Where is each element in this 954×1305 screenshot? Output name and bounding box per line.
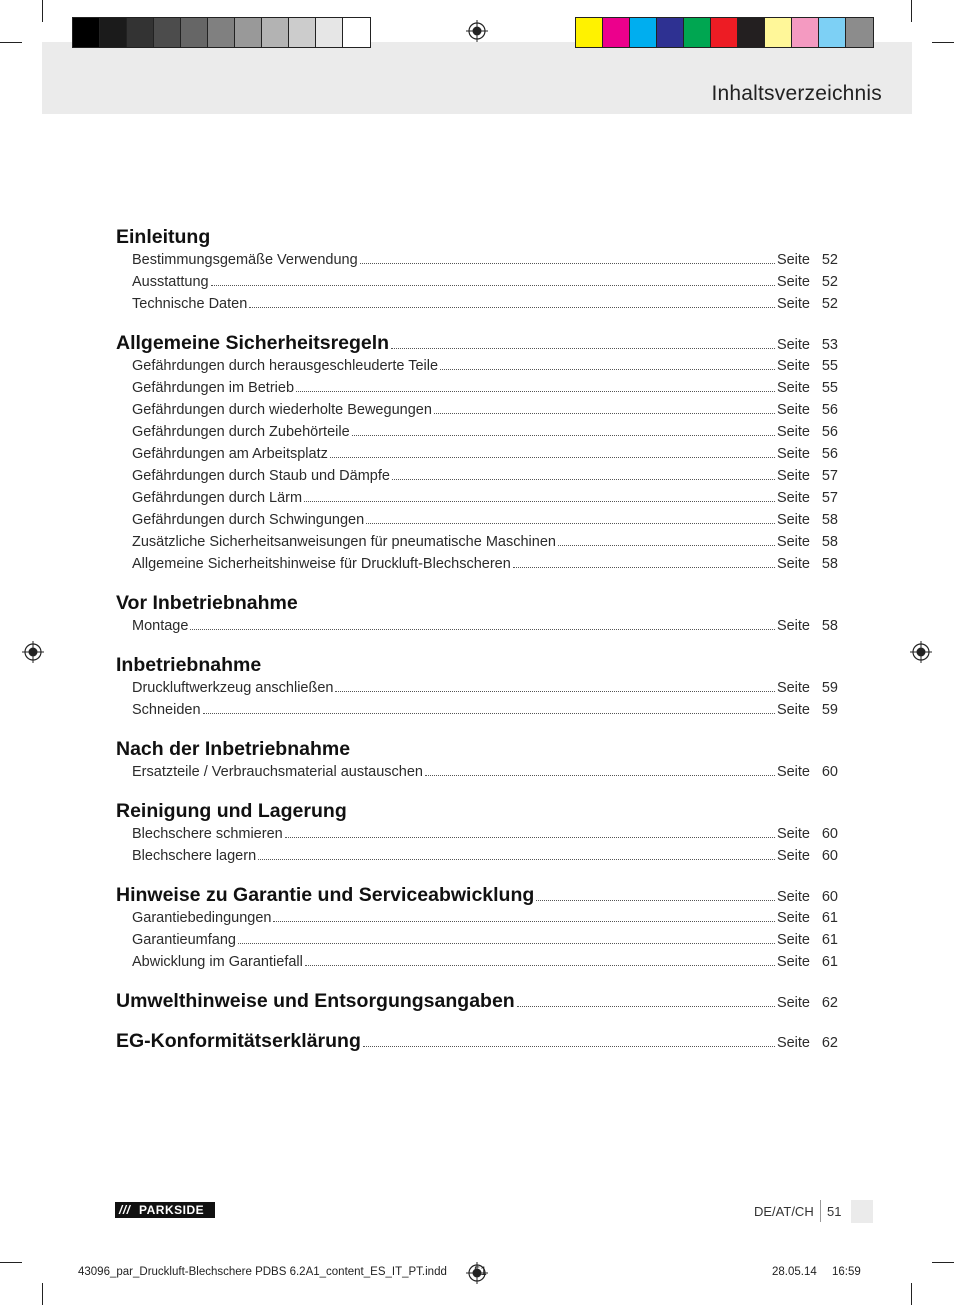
page-reference bbox=[777, 446, 838, 462]
crop-mark bbox=[911, 0, 912, 22]
page-prefix: Seite bbox=[776, 910, 810, 926]
page-reference bbox=[777, 995, 838, 1011]
page-number: 59 bbox=[821, 702, 838, 718]
footer-divider bbox=[820, 1200, 821, 1222]
gray-swatch bbox=[73, 18, 100, 47]
page-prefix: Seite bbox=[776, 490, 810, 506]
toc-entry-label: Garantiebedingungen bbox=[132, 910, 272, 926]
table-of-contents bbox=[116, 0, 838, 1305]
page-prefix: Seite bbox=[776, 764, 810, 780]
toc-entry-label: Gefährdungen durch Schwingungen bbox=[132, 512, 365, 528]
page-prefix: Seite bbox=[776, 380, 810, 396]
parkside-logo: /// PARKSIDE bbox=[115, 1202, 215, 1218]
page-number: 56 bbox=[821, 402, 838, 418]
page-number: 60 bbox=[821, 889, 838, 905]
file-slug: 43096_par_Druckluft-Blechschere PDBS 6.2A1_content_ES_IT_PT.indd bbox=[78, 1266, 447, 1278]
toc-entry-label: Blechschere schmieren bbox=[132, 826, 283, 842]
toc-section-heading: Allgemeine Sicherheitsregeln bbox=[116, 332, 390, 354]
dot-leader bbox=[296, 390, 775, 392]
dot-leader bbox=[330, 456, 775, 458]
crop-mark bbox=[0, 1262, 22, 1263]
page-reference bbox=[777, 954, 838, 970]
page-number: 51 bbox=[827, 1204, 842, 1219]
toc-entry[interactable] bbox=[132, 446, 838, 464]
dot-leader bbox=[249, 306, 775, 308]
toc-section-entry[interactable] bbox=[116, 884, 838, 908]
crop-mark bbox=[932, 42, 954, 43]
page-reference bbox=[777, 380, 838, 396]
page-reference bbox=[777, 424, 838, 440]
page-prefix: Seite bbox=[776, 889, 810, 905]
slug-page-number: 51 bbox=[474, 1266, 487, 1278]
toc-entry[interactable] bbox=[132, 252, 838, 270]
registration-mark-icon bbox=[910, 641, 932, 663]
page-reference bbox=[777, 889, 838, 905]
toc-entry[interactable] bbox=[132, 402, 838, 420]
toc-section-heading: Umwelthinweise und Entsorgungsangaben bbox=[116, 990, 515, 1012]
page-prefix: Seite bbox=[776, 252, 810, 268]
dot-leader bbox=[536, 899, 775, 901]
toc-entry[interactable] bbox=[132, 274, 838, 292]
dot-leader bbox=[304, 500, 775, 502]
page-reference bbox=[777, 252, 838, 268]
slug-date: 28.05.14 bbox=[772, 1266, 817, 1278]
page-reference bbox=[777, 618, 838, 634]
page-reference bbox=[777, 534, 838, 550]
toc-entry[interactable] bbox=[132, 534, 838, 552]
toc-entry[interactable] bbox=[132, 468, 838, 486]
page-prefix: Seite bbox=[776, 337, 810, 353]
page-number: 58 bbox=[821, 556, 838, 572]
page-reference bbox=[777, 702, 838, 718]
dot-leader bbox=[440, 368, 775, 370]
toc-section-heading: Hinweise zu Garantie und Serviceabwicklung bbox=[116, 884, 535, 906]
page-number: 62 bbox=[821, 1035, 838, 1051]
page-number: 56 bbox=[821, 424, 838, 440]
page-prefix: Seite bbox=[776, 932, 810, 948]
dot-leader bbox=[352, 434, 775, 436]
page-prefix: Seite bbox=[776, 358, 810, 374]
toc-entry-label: Druckluftwerkzeug anschließen bbox=[132, 680, 334, 696]
toc-entry[interactable] bbox=[132, 358, 838, 376]
dot-leader bbox=[425, 774, 775, 776]
dot-leader bbox=[203, 712, 775, 714]
crop-mark bbox=[42, 1283, 43, 1305]
crop-mark bbox=[42, 0, 43, 22]
toc-entry[interactable] bbox=[132, 618, 838, 636]
toc-entry[interactable] bbox=[132, 826, 838, 844]
page-number: 53 bbox=[821, 337, 838, 353]
slug-time: 16:59 bbox=[832, 1266, 861, 1278]
page-prefix: Seite bbox=[776, 296, 810, 312]
page-prefix: Seite bbox=[776, 424, 810, 440]
toc-entry-label: Gefährdungen durch Zubehörteile bbox=[132, 424, 350, 440]
toc-section-entry[interactable] bbox=[116, 1030, 838, 1054]
page-number: 58 bbox=[821, 512, 838, 528]
dot-leader bbox=[391, 347, 775, 349]
page-title: Inhaltsverzeichnis bbox=[711, 82, 882, 105]
page-number: 61 bbox=[821, 954, 838, 970]
toc-entry-label: Gefährdungen am Arbeitsplatz bbox=[132, 446, 328, 462]
page-prefix: Seite bbox=[776, 274, 810, 290]
page-reference bbox=[777, 848, 838, 864]
page-prefix: Seite bbox=[776, 1035, 810, 1051]
toc-entry-label: Montage bbox=[132, 618, 189, 634]
page-reference bbox=[777, 358, 838, 374]
page-prefix: Seite bbox=[776, 512, 810, 528]
page-number: 58 bbox=[821, 618, 838, 634]
page-number: 59 bbox=[821, 680, 838, 696]
toc-entry[interactable] bbox=[132, 680, 838, 698]
page-reference bbox=[777, 512, 838, 528]
toc-entry[interactable] bbox=[132, 702, 838, 720]
dot-leader bbox=[363, 1045, 775, 1047]
toc-entry[interactable] bbox=[132, 848, 838, 866]
toc-entry-label: Zusätzliche Sicherheitsanweisungen für pneumatische Maschinen bbox=[132, 534, 556, 550]
page-number: 57 bbox=[821, 468, 838, 484]
page-prefix: Seite bbox=[776, 848, 810, 864]
page-prefix: Seite bbox=[776, 402, 810, 418]
toc-section-heading[interactable]: Nach der Inbetriebnahme bbox=[116, 738, 351, 760]
toc-section-entry[interactable] bbox=[116, 990, 838, 1014]
page-prefix: Seite bbox=[776, 468, 810, 484]
page-number: 61 bbox=[821, 932, 838, 948]
toc-entry-label: Blechschere lagern bbox=[132, 848, 257, 864]
crop-mark bbox=[911, 1283, 912, 1305]
dot-leader bbox=[335, 690, 774, 692]
toc-entry-label: Gefährdungen durch Lärm bbox=[132, 490, 303, 506]
dot-leader bbox=[558, 544, 775, 546]
page-reference bbox=[777, 826, 838, 842]
page-number: 55 bbox=[821, 358, 838, 374]
page-number: 52 bbox=[821, 296, 838, 312]
page-number: 56 bbox=[821, 446, 838, 462]
toc-entry[interactable] bbox=[132, 910, 838, 928]
region-label: DE/AT/CH bbox=[754, 1204, 814, 1219]
page-number: 57 bbox=[821, 490, 838, 506]
toc-entry[interactable] bbox=[132, 296, 838, 314]
crop-mark bbox=[932, 1262, 954, 1263]
crop-mark bbox=[0, 42, 22, 43]
page-prefix: Seite bbox=[776, 618, 810, 634]
page-number: 61 bbox=[821, 910, 838, 926]
toc-entry[interactable] bbox=[132, 424, 838, 442]
toc-entry-label: Garantieumfang bbox=[132, 932, 236, 948]
page-reference bbox=[777, 910, 838, 926]
toc-section-heading[interactable]: Vor Inbetriebnahme bbox=[116, 592, 298, 614]
page-reference bbox=[777, 1035, 838, 1051]
dot-leader bbox=[305, 964, 775, 966]
toc-entry-label: Gefährdungen durch wiederholte Bewegungen bbox=[132, 402, 432, 418]
page-reference bbox=[777, 296, 838, 312]
page-reference bbox=[777, 337, 838, 353]
brand-name: PARKSIDE bbox=[139, 1203, 205, 1217]
toc-entry-label: Abwicklung im Garantiefall bbox=[132, 954, 303, 970]
color-swatch bbox=[846, 18, 873, 47]
page-reference bbox=[777, 490, 838, 506]
page-number: 60 bbox=[821, 848, 838, 864]
toc-entry-label: Gefährdungen im Betrieb bbox=[132, 380, 295, 396]
page-number: 52 bbox=[821, 252, 838, 268]
page-number: 55 bbox=[821, 380, 838, 396]
toc-section-heading[interactable]: Inbetriebnahme bbox=[116, 654, 262, 676]
page-number: 58 bbox=[821, 534, 838, 550]
page-prefix: Seite bbox=[776, 995, 810, 1011]
toc-entry-label: Allgemeine Sicherheitshinweise für Druckluft-Blechscheren bbox=[132, 556, 511, 572]
toc-section-heading: EG-Konformitätserklärung bbox=[116, 1030, 361, 1052]
page-prefix: Seite bbox=[776, 446, 810, 462]
dot-leader bbox=[190, 628, 775, 630]
dot-leader bbox=[366, 522, 775, 524]
page-number: 60 bbox=[821, 826, 838, 842]
dot-leader bbox=[211, 284, 775, 286]
toc-entry[interactable] bbox=[132, 932, 838, 950]
page-number: 62 bbox=[821, 995, 838, 1011]
page-reference bbox=[777, 932, 838, 948]
dot-leader bbox=[392, 478, 775, 480]
toc-entry-label: Gefährdungen durch Staub und Dämpfe bbox=[132, 468, 390, 484]
toc-entry[interactable] bbox=[132, 380, 838, 398]
toc-entry-label: Schneiden bbox=[132, 702, 201, 718]
page-reference bbox=[777, 274, 838, 290]
registration-mark-icon bbox=[22, 641, 44, 663]
page-prefix: Seite bbox=[776, 556, 810, 572]
dot-leader bbox=[238, 942, 775, 944]
dot-leader bbox=[258, 858, 775, 860]
toc-entry-label: Bestimmungsgemäße Verwendung bbox=[132, 252, 358, 268]
toc-section-entry[interactable] bbox=[116, 332, 838, 356]
page-number: 60 bbox=[821, 764, 838, 780]
toc-entry-label: Technische Daten bbox=[132, 296, 248, 312]
dot-leader bbox=[360, 262, 775, 264]
toc-entry[interactable] bbox=[132, 556, 838, 574]
page-number: 52 bbox=[821, 274, 838, 290]
page-prefix: Seite bbox=[776, 954, 810, 970]
page-reference bbox=[777, 764, 838, 780]
page-prefix: Seite bbox=[776, 702, 810, 718]
page-prefix: Seite bbox=[776, 534, 810, 550]
toc-entry-label: Ausstattung bbox=[132, 274, 209, 290]
toc-entry[interactable] bbox=[132, 512, 838, 530]
toc-section-heading[interactable]: Reinigung und Lagerung bbox=[116, 800, 347, 822]
dot-leader bbox=[434, 412, 775, 414]
toc-entry-label: Ersatzteile / Verbrauchsmaterial austauschen bbox=[132, 764, 423, 780]
dot-leader bbox=[517, 1005, 775, 1007]
page-reference bbox=[777, 556, 838, 572]
toc-entry[interactable] bbox=[132, 954, 838, 972]
dot-leader bbox=[285, 836, 775, 838]
dot-leader bbox=[273, 920, 774, 922]
footer-tab bbox=[851, 1200, 873, 1223]
page-prefix: Seite bbox=[776, 680, 810, 696]
toc-entry-label: Gefährdungen durch herausgeschleuderte Teile bbox=[132, 358, 439, 374]
toc-entry[interactable] bbox=[132, 490, 838, 508]
page-reference bbox=[777, 402, 838, 418]
page-prefix: Seite bbox=[776, 826, 810, 842]
page-reference bbox=[777, 680, 838, 696]
page-reference bbox=[777, 468, 838, 484]
toc-section-heading[interactable]: Einleitung bbox=[116, 226, 211, 248]
toc-entry[interactable] bbox=[132, 764, 838, 782]
dot-leader bbox=[513, 566, 775, 568]
